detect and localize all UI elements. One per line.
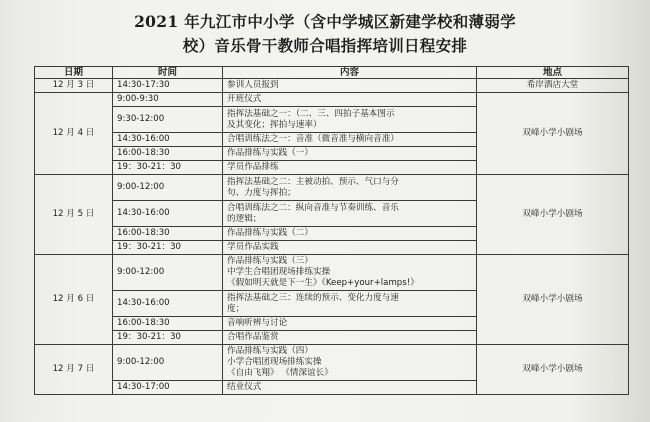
time-cell: 19：30-21：30 — [113, 241, 223, 255]
time-cell: 9:30-12:00 — [113, 107, 223, 133]
table-row — [35, 255, 629, 291]
content-cell — [223, 93, 477, 107]
content-cell — [223, 107, 477, 133]
content-cell — [223, 79, 477, 93]
content-line: 作品排练与实践（四） — [227, 346, 313, 356]
time-cell: 9:00-12:00 — [113, 175, 223, 201]
content-cell — [223, 161, 477, 175]
content-line: 参训人员报到 — [227, 80, 279, 90]
time-cell: 16:00-18:30 — [113, 147, 223, 161]
date-cell: 12 月 4 日 — [35, 93, 113, 175]
header-time: 时间 — [113, 67, 223, 79]
table-row — [35, 93, 629, 107]
header-place: 地点 — [477, 67, 629, 79]
title-line-1: 2021 年九江市中小学（含中学城区新建学校和薄弱学 — [134, 12, 516, 31]
place-cell: 双峰小学小剧场 — [477, 175, 629, 255]
time-cell: 16:00-18:30 — [113, 227, 223, 241]
time-cell: 14:30-17:00 — [113, 381, 223, 395]
place-cell: 双峰小学小剧场 — [477, 93, 629, 175]
place-cell: 双峰小学小剧场 — [477, 345, 629, 395]
content-line: 中学生合唱团现场排练实操 — [227, 267, 331, 277]
place-cell: 希岸酒店大堂 — [477, 79, 629, 93]
content-line: 开班仪式 — [227, 94, 262, 104]
content-line: 作品排练与实践（一） — [227, 148, 313, 158]
content-cell — [223, 381, 477, 395]
content-cell — [223, 241, 477, 255]
content-line: 合唱作品鉴赏 — [227, 332, 279, 342]
time-cell: 16:00-18:30 — [113, 317, 223, 331]
content-line: 《自由飞翔》 《情深谊长》 — [227, 368, 333, 378]
content-line: 指挥法基础之二：主被动拍、预示、气口与分 — [227, 176, 399, 187]
time-cell: 14:30-16:00 — [113, 133, 223, 147]
content-line: 合唱训练法之二：纵向音准与节奏训练、音乐 — [227, 202, 399, 213]
content-cell — [223, 317, 477, 331]
table-row — [35, 175, 629, 201]
time-cell: 14:30-16:00 — [113, 291, 223, 317]
content-cell — [223, 201, 477, 227]
content-line: 的逻辑； — [227, 213, 262, 224]
content-line: 学员作品实践 — [227, 242, 279, 252]
content-cell — [223, 227, 477, 241]
content-line: 《假如明天就是下一生》《Keep+your+lamps!》 — [227, 278, 419, 288]
table-row — [35, 79, 629, 93]
content-cell — [223, 331, 477, 345]
date-cell: 12 月 7 日 — [35, 345, 113, 395]
content-cell — [223, 345, 477, 381]
content-cell — [223, 291, 477, 317]
time-cell: 19：30-21：30 — [113, 331, 223, 345]
time-cell: 9:00-12:00 — [113, 255, 223, 291]
content-line: 指挥法基础之一：（二、三、四拍子基本图示 — [227, 108, 395, 119]
content-cell — [223, 255, 477, 291]
content-line: 及其变化；挥拍与速率） — [227, 119, 322, 130]
date-cell: 12 月 5 日 — [35, 175, 113, 255]
date-cell: 12 月 3 日 — [35, 79, 113, 93]
header-row — [35, 67, 629, 79]
content-line: 音响听辨与讨论 — [227, 318, 288, 328]
place-cell: 双峰小学小剧场 — [477, 255, 629, 345]
time-cell: 14:30-16:00 — [113, 201, 223, 227]
content-line: 作品排练与实践（三） — [227, 256, 313, 266]
content-line: 小学合唱团现场排练实操 — [227, 357, 322, 367]
document-title — [40, 10, 610, 58]
content-cell — [223, 147, 477, 161]
time-cell: 9:00-12:00 — [113, 345, 223, 381]
content-cell — [223, 133, 477, 147]
time-cell: 9:00-9:30 — [113, 93, 223, 107]
content-line: 结业仪式 — [227, 382, 262, 392]
content-line: 作品排练与实践（二） — [227, 228, 313, 238]
time-cell: 14:30-17:30 — [113, 79, 223, 93]
content-line: 句、力度与挥拍； — [227, 187, 296, 198]
content-line: 学员作品排练 — [227, 162, 279, 172]
content-cell — [223, 175, 477, 201]
content-line: 指挥法基础之三：连续的预示、变化力度与速 — [227, 292, 399, 303]
header-content: 内容 — [223, 67, 477, 79]
title-line-2: 校）音乐骨干教师合唱指挥培训日程安排 — [182, 36, 468, 55]
content-line: 合唱训练法之一：音准（微音准与横向音准） — [227, 134, 399, 144]
table-row — [35, 345, 629, 381]
time-cell: 19：30-21：30 — [113, 161, 223, 175]
content-line: 度； — [227, 303, 245, 314]
header-date: 日期 — [35, 67, 113, 79]
schedule-table — [34, 66, 629, 395]
date-cell: 12 月 6 日 — [35, 255, 113, 345]
